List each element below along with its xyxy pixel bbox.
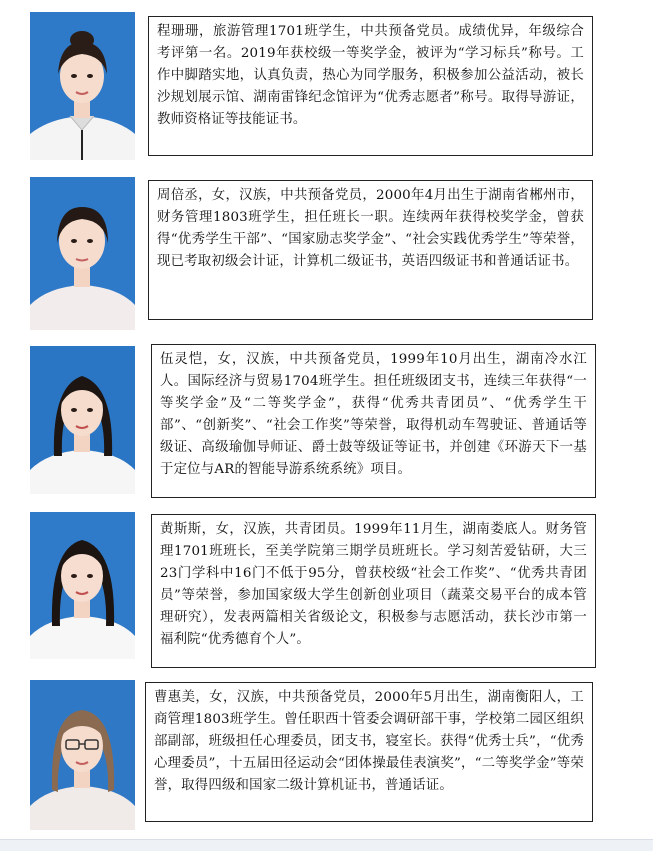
profile-bio-2: 周倍丞，女，汉族，中共预备党员，2000年4月出生于湖南省郴州市，财务管理1803班学生，担任班长一职。连续两年获得校奖学金，曾获得“优秀学生干部”、“国家励志奖学金”、“社会实践优秀学生”等荣誉，现已考取初级会计证，计算机二级证书，英语四级证书和普通话证书。 xyxy=(148,180,593,320)
portrait-photo-icon xyxy=(30,680,135,830)
portrait-photo-icon xyxy=(30,346,135,494)
profile-bio-1: 程珊珊，旅游管理1701班学生，中共预备党员。成绩优异，年级综合考评第一名。2019年获校级一等奖学金，被评为“学习标兵”称号。工作中脚踏实地，认真负责，热心为同学服务，积极参加公益活动，被长沙规划展示馆、湖南雷锋纪念馆评为“优秀志愿者”称号。取得导游证，教师资格证等技能证书。 xyxy=(148,16,593,156)
profile-bio-5: 曹惠美，女，汉族，中共预备党员，2000年5月出生，湖南衡阳人，工商管理1803班学生。曾任职西十管委会调研部干事，学校第二园区组织部副部，班级担任心理委员，团支书，寝室长。获得“优秀士兵”，“优秀心理委员”，十五届田径运动会“团体操最佳表演奖”，“二等奖学金”等荣誉，取得四级和国家二级计算机证书，普通话证。 xyxy=(145,682,593,822)
profile-bio-3: 伍灵恺，女，汉族，中共预备党员，1999年10月出生，湖南冷水江人。国际经济与贸易1704班学生。担任班级团支书，连续三年获得“一等奖学金”及“二等奖学金”，获得“优秀共青团员”、“优秀学生干部”、“创新奖”、“社会工作奖”等荣誉，取得机动车驾驶证、普通话等级证、高级瑜伽导师证、爵士鼓等级证等证书，并创建《环游天下一基于定位与AR的智能导游系统系统》项目。 xyxy=(151,344,596,498)
portrait-photo-icon xyxy=(30,12,135,160)
profile-bio-4: 黄斯斯，女，汉族，共青团员。1999年11月生，湖南娄底人。财务管理1701班班长，至美学院第三期学员班班长。学习刻苦爱钻研，大三23门学科中16门不低于95分，曾获校级“社会工作奖”、“优秀共青团员”等荣誉，参加国家级大学生创新创业项目（蔬菜交易平台的成本管理研究），发表两篇相关省级论文，积极参与志愿活动，获长沙市第一福利院“优秀德育个人”。 xyxy=(151,514,596,668)
profile-photo-3 xyxy=(30,346,135,494)
profile-photo-2 xyxy=(30,177,135,330)
profile-photo-5 xyxy=(30,680,135,830)
profile-photo-4 xyxy=(30,512,135,659)
portrait-photo-icon xyxy=(30,512,135,659)
portrait-photo-icon xyxy=(30,177,135,330)
profile-photo-1 xyxy=(30,12,135,160)
bottom-scroll-bar xyxy=(0,839,653,851)
